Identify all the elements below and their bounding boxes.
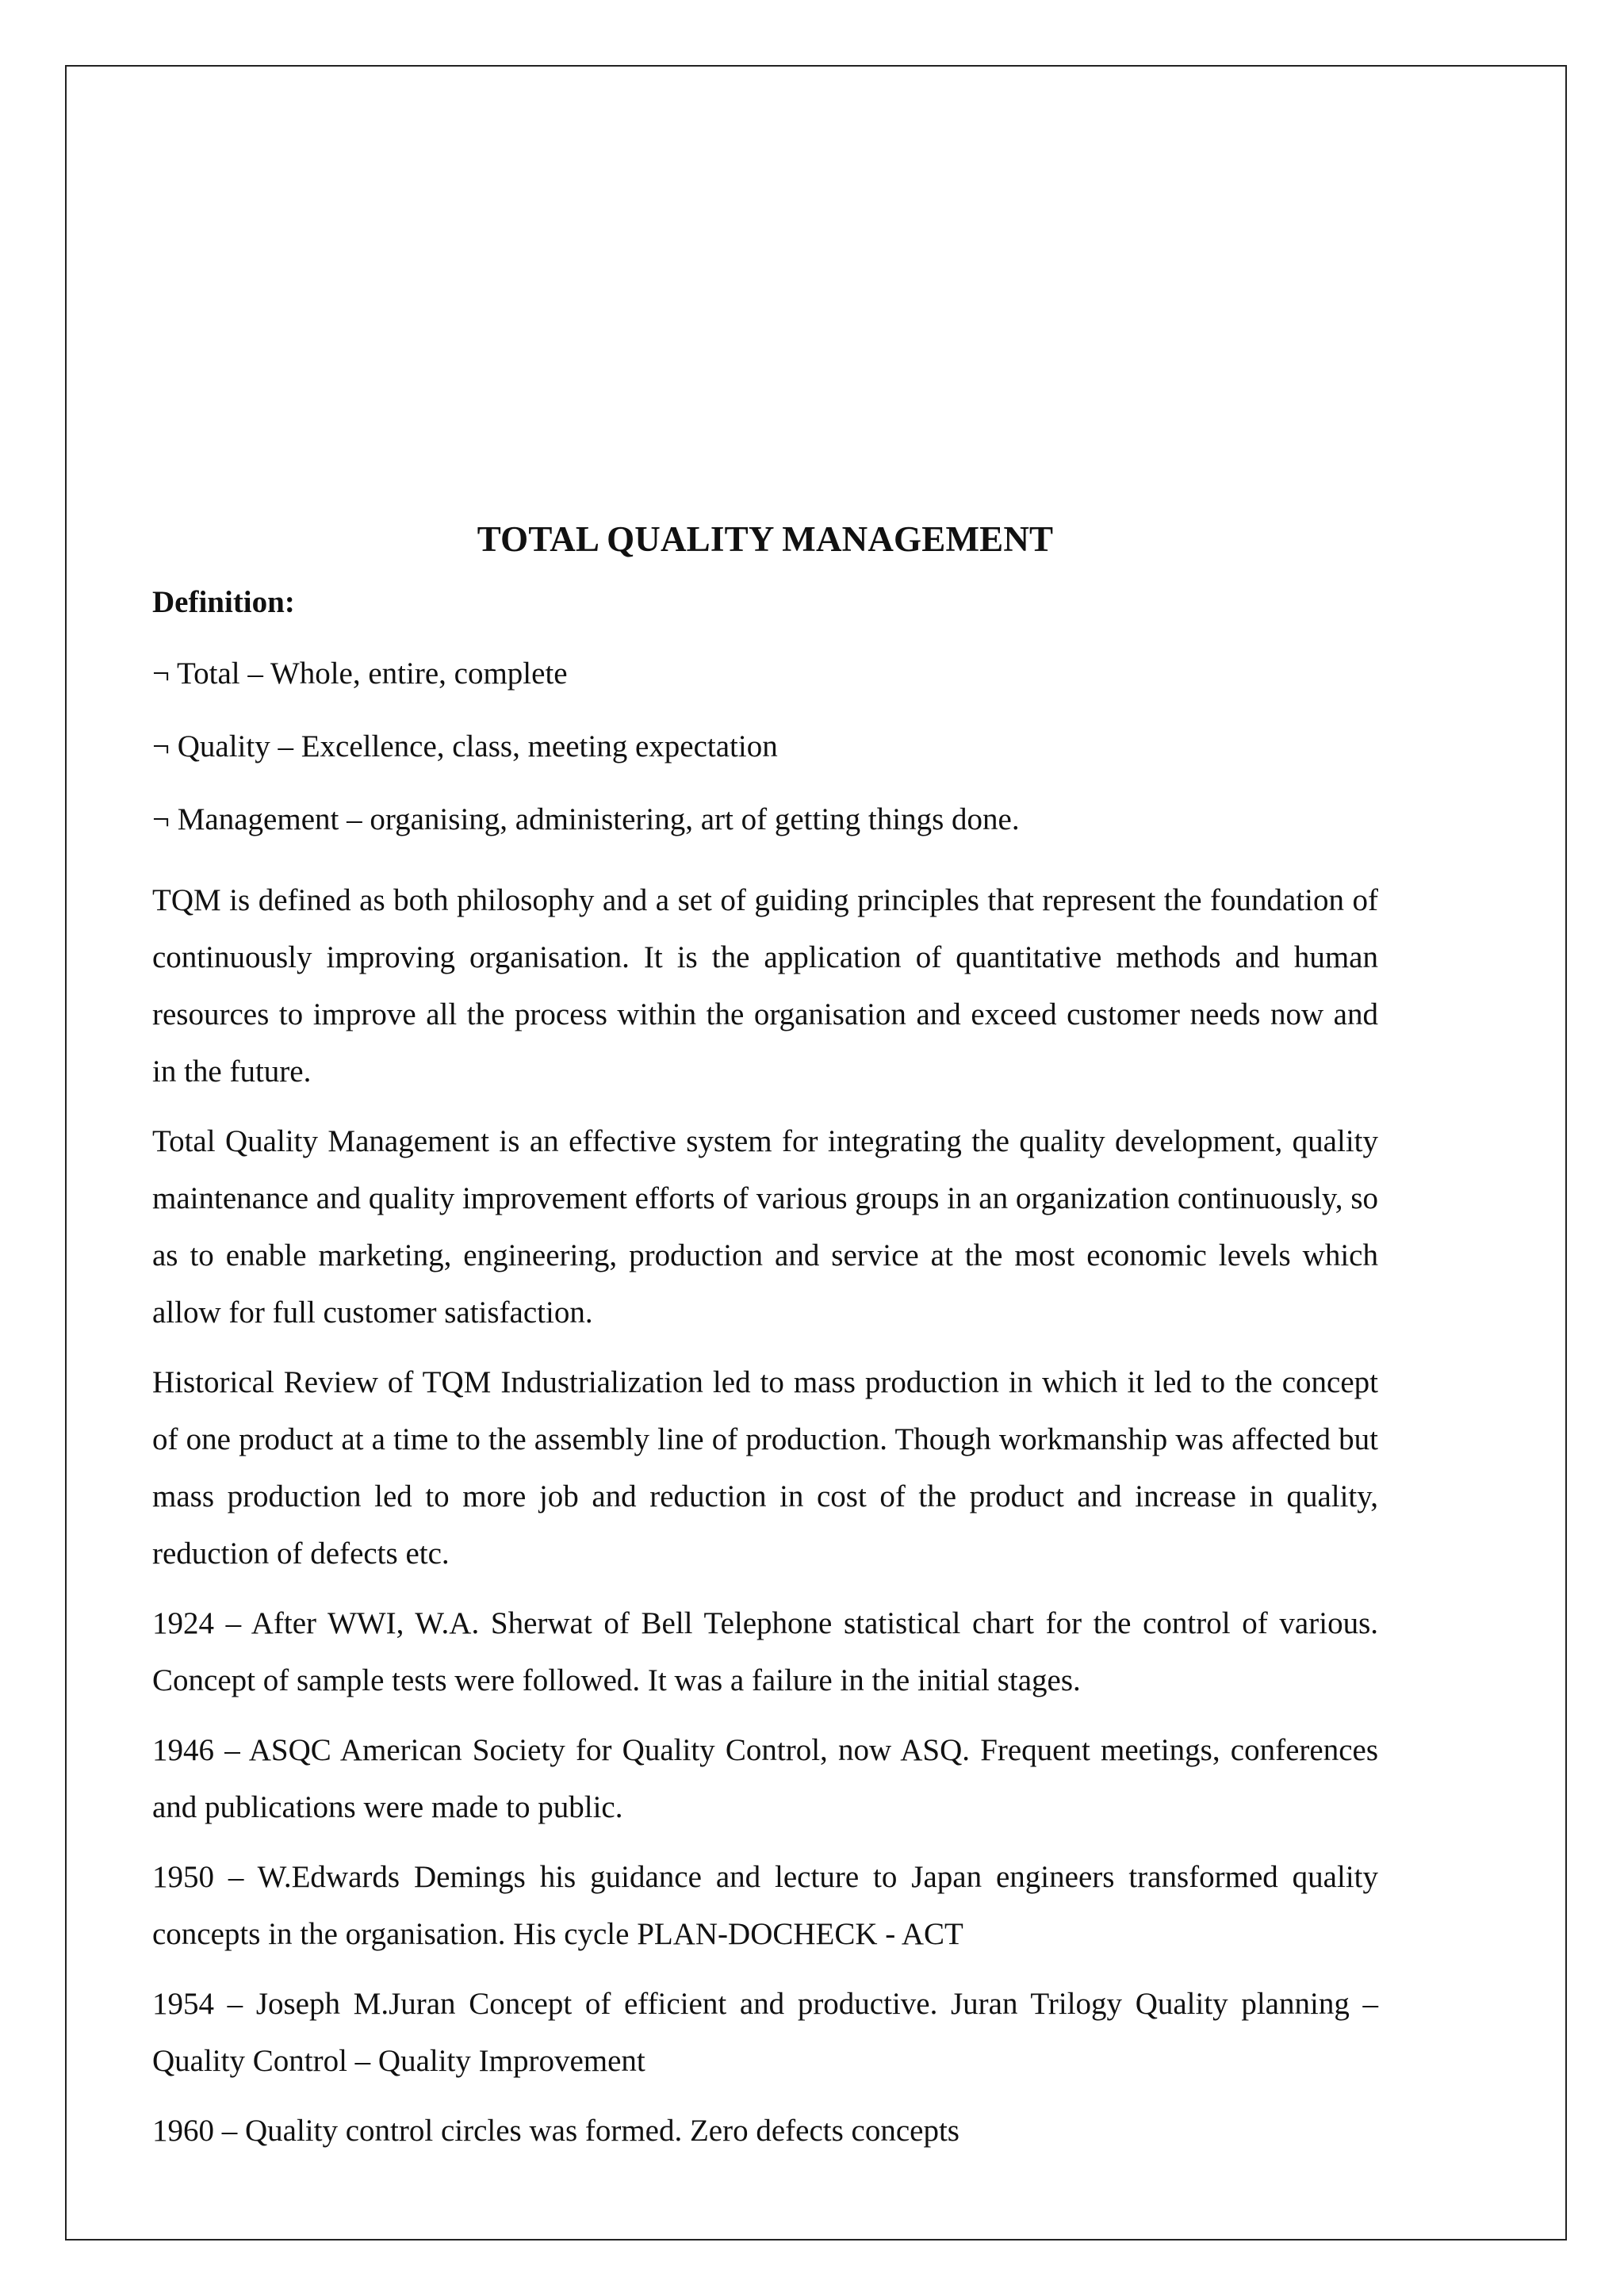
- paragraph-tqm-system: Total Quality Management is an effective system for integrating the quality development, quality maintenance and quality improvement efforts of various groups in an organization continuously, so as to enable marketing, engineering, production and service at the most economic levels which allow for full customer satisfaction.: [152, 1124, 1378, 1330]
- definition-heading: Definition:: [152, 585, 295, 619]
- paragraph-1950: 1950 – W.Edwards Demings his guidance and lecture to Japan engineers transformed quality concepts in the organisation. His cycle PLAN-DOCHECK - ACT: [152, 1860, 1378, 1951]
- paragraph-1960: 1960 – Quality control circles was formed. Zero defects concepts: [152, 2114, 959, 2148]
- definition-item-total: ¬ Total – Whole, entire, complete: [152, 656, 568, 691]
- document-body: [152, 515, 1378, 2160]
- page-title: TOTAL QUALITY MANAGEMENT: [477, 519, 1054, 559]
- definition-item-management: ¬ Management – organising, administering, art of getting things done.: [152, 802, 1020, 836]
- paragraph-historical-review: Historical Review of TQM Industrialization led to mass production in which it led to the concept of one product at a time to the assembly line of production. Though workmanship was affected but mass production led to more job and reduction in cost of the product and increase in quality, reduction of defects etc.: [152, 1365, 1378, 1571]
- paragraph-1954: 1954 – Joseph M.Juran Concept of efficient and productive. Juran Trilogy Quality planning – Quality Control – Quality Improvement: [152, 1987, 1378, 2078]
- definition-item-quality: ¬ Quality – Excellence, class, meeting expectation: [152, 729, 778, 763]
- paragraph-1946: 1946 – ASQC American Society for Quality Control, now ASQ. Frequent meetings, conferences and publications were made to public.: [152, 1733, 1378, 1824]
- paragraph-1924: 1924 – After WWI, W.A. Sherwat of Bell Telephone statistical chart for the control of various. Concept of sample tests were followed. It was a failure in the initial stages.: [152, 1606, 1378, 1697]
- paragraph-tqm-definition: TQM is defined as both philosophy and a set of guiding principles that represent the foundation of continuously improving organisation. It is the application of quantitative methods and human resources to improve all the process within the organisation and exceed customer needs now and in the future.: [152, 883, 1378, 1089]
